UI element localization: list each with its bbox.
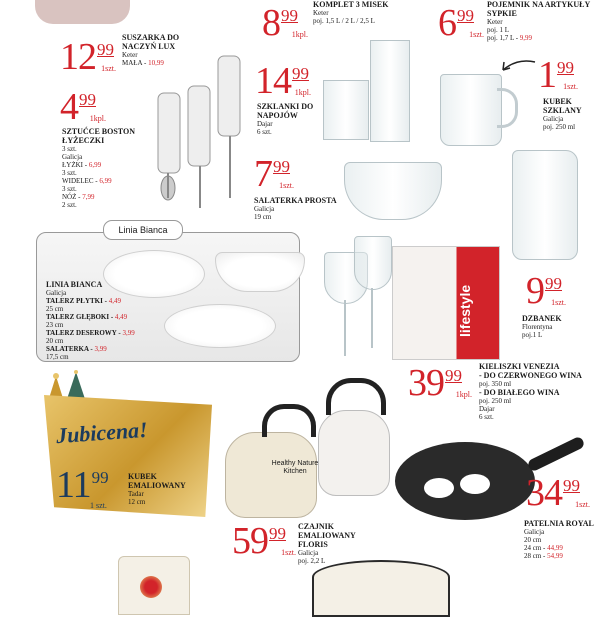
patelnia-brand: Galicja <box>524 528 545 536</box>
patelnia-text <box>524 519 609 560</box>
czajnik-price: 5999 1szt. <box>232 520 296 562</box>
dzbanek-text <box>522 314 602 339</box>
mug-handle <box>497 88 518 128</box>
salaterka-size: 19 cm <box>254 213 272 221</box>
linia-text <box>46 280 156 361</box>
kieliszki-price: 3999 1kpl. <box>408 362 472 404</box>
basket-image <box>35 0 130 24</box>
pojemnik-price: 699 1szt. <box>438 2 484 44</box>
szklanki-qty: 6 szt. <box>257 128 272 136</box>
pojemnik-text <box>487 0 597 42</box>
glass-short-image <box>323 80 369 140</box>
kieliszki-qty: 6 szt. <box>479 413 494 421</box>
dzbanek-name: DZBANEK <box>522 314 562 323</box>
kettle-handle <box>262 404 316 437</box>
patelnia-name: PATELNIA ROYAL <box>524 519 594 528</box>
suszarka-size: MAŁA - 10,99 <box>122 59 164 67</box>
szklanki-text <box>257 102 327 136</box>
patelnia-line1: 24 cm - 44,99 <box>524 544 563 552</box>
sztucce-line: 3 szt. <box>62 169 77 177</box>
linia-item: SALATERKA - 3,99 <box>46 345 107 353</box>
kubek-brand: Galicja <box>543 115 564 123</box>
cutlery-image <box>150 48 250 218</box>
wine-glass-stem <box>371 288 373 348</box>
kubek-name: KUBEK SZKLANY <box>543 97 582 115</box>
sztucce-name: SZTUĆCE BOSTON ŁYŻECZKI <box>62 127 135 145</box>
szklanki-brand: Dajar <box>257 120 273 128</box>
kubek-text <box>543 97 608 131</box>
wine-glass-image <box>354 236 392 290</box>
egg-icon <box>460 474 490 494</box>
sztucce-brand: Galicja <box>62 153 83 161</box>
sztucce-qty: 3 szt. <box>62 145 77 153</box>
dzbanek-brand: Florentyna <box>522 323 553 331</box>
pojemnik-brand: Keter <box>487 18 503 26</box>
suszarka-brand: Keter <box>122 51 138 59</box>
miski-price: 899 1kpl. <box>262 2 308 44</box>
salaterka-price: 799 1szt. <box>254 153 294 195</box>
szklanki-price: 1499 1kpl. <box>255 60 311 102</box>
jubicena-name: KUBEK EMALIOWANY <box>128 472 186 490</box>
kieliszki-text <box>479 362 609 421</box>
jubicena-price: 1199 1 szt. <box>56 464 109 510</box>
glass-bowl-image <box>344 162 442 220</box>
sztucce-line: 2 szt. <box>62 201 77 209</box>
linia-item: TALERZ DESEROWY - 3,99 <box>46 329 135 337</box>
jug-image <box>512 150 578 260</box>
salaterka-name: SALATERKA PROSTA <box>254 196 337 205</box>
pojemnik-line2: poj. 1,7 L - 9,99 <box>487 34 533 42</box>
sztucce-line: WIDELEC - 6,99 <box>62 177 112 185</box>
linia-item-size: 20 cm <box>46 337 64 345</box>
kubek-price: 199 1szt. <box>538 54 578 96</box>
patelnia-line2: 28 cm - 54,99 <box>524 552 563 560</box>
kubek-size: poj. 250 ml <box>543 123 576 131</box>
sztucce-price: 499 1kpl. <box>60 86 106 128</box>
arrow-icon <box>497 56 537 76</box>
wine-box-label: lifestyle <box>457 284 473 337</box>
linia-item-size: 17,5 cm <box>46 353 69 361</box>
plate-deep-image <box>164 304 276 348</box>
czajnik-name: CZAJNIK EMALIOWANY FLORIS <box>298 522 356 549</box>
czajnik-size: poj. 2,2 L <box>298 557 326 565</box>
pojemnik-name: POJEMNIK NA ARTYKUŁY SYPKIE <box>487 0 590 18</box>
kettle-handle-2 <box>326 378 386 415</box>
linia-item: TALERZ GŁĘBOKI - 4,49 <box>46 313 128 321</box>
linia-brand: Galicja <box>46 289 67 297</box>
jubicena-brand: Tadar <box>128 490 144 498</box>
czajnik-brand: Galicja <box>298 549 319 557</box>
jubicena-text <box>128 472 203 506</box>
pot-image <box>312 560 450 617</box>
linia-name: LINIA BIANCA <box>46 280 103 289</box>
linia-item-size: 23 cm <box>46 321 64 329</box>
patelnia-price: 3499 1szt. <box>526 472 590 514</box>
salaterka-brand: Galicja <box>254 205 275 213</box>
patelnia-size: 20 cm <box>524 536 542 544</box>
sztucce-line: ŁYŻKI - 6,99 <box>62 161 102 169</box>
kettle-label: Healthy Nature Kitchen <box>271 460 319 475</box>
kieliszki-name: KIELISZKI VENEZIA <box>479 362 560 371</box>
szklanki-name: SZKLANKI DO NAPOJÓW <box>257 102 314 120</box>
glass-mug-image <box>440 74 502 146</box>
linia-bianca-tag: Linia Bianca <box>103 220 183 240</box>
pojemnik-line1: poj. 1 L <box>487 26 509 34</box>
suszarka-name: SUSZARKA DO NACZYŃ LUX <box>122 33 180 51</box>
kieliszki-brand: Dajar <box>479 405 495 413</box>
egg-icon <box>424 478 454 498</box>
kettle-image-2 <box>318 410 390 496</box>
kieliszki-red: - DO CZERWONEGO WINA <box>479 371 582 380</box>
sztucce-line: NÓŻ - 7,99 <box>62 193 95 201</box>
miski-name: KOMPLET 3 MISEK <box>313 0 389 9</box>
wine-glass-stem <box>344 300 346 356</box>
miski-text <box>313 0 423 25</box>
sztucce-text <box>62 127 152 209</box>
miski-brand: Keter <box>313 9 329 17</box>
glass-tall-image <box>370 40 410 142</box>
miski-sizes: poj. 1,5 L / 2 L / 2,5 L <box>313 17 375 25</box>
czajnik-text <box>298 522 378 565</box>
jubicena-size: 12 cm <box>128 498 146 506</box>
kieliszki-size2: poj. 250 ml <box>479 397 512 405</box>
wine-box-image <box>392 246 500 360</box>
sztucce-line: 3 szt. <box>62 185 77 193</box>
kieliszki-white: - DO BIAŁEGO WINA <box>479 388 560 397</box>
kieliszki-size1: poj. 350 ml <box>479 380 512 388</box>
mug-flower <box>140 576 162 598</box>
linia-item-size: 25 cm <box>46 305 64 313</box>
pan-handle <box>526 435 585 472</box>
linia-item: TALERZ PŁYTKI - 4,49 <box>46 297 121 305</box>
dzbanek-price: 999 1szt. <box>526 270 566 312</box>
jubicena-title: Jubicena! <box>55 416 149 449</box>
salaterka-text <box>254 196 344 221</box>
dzbanek-size: poj.1 L <box>522 331 543 339</box>
suszarka-price: 1299 1szt. <box>60 36 116 78</box>
